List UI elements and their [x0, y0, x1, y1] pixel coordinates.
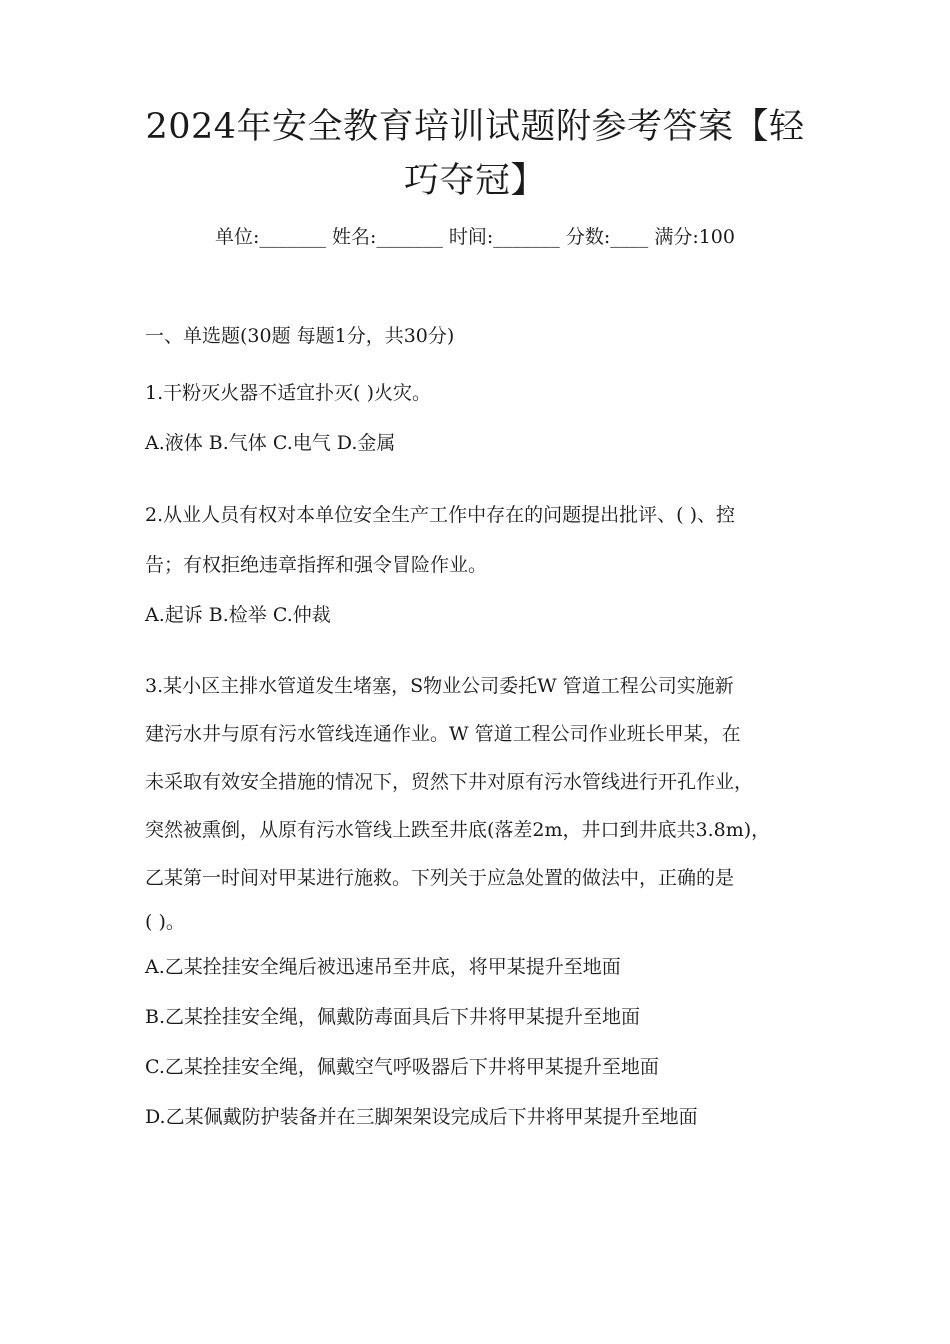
- unit-field: 单位:_______: [215, 226, 326, 248]
- question-2: [145, 490, 835, 640]
- option-a: A.乙某拴挂安全绳后被迅速吊至井底，将甲某提升至地面: [145, 956, 621, 978]
- question-text-line: 告；有权拒绝违章指挥和强令冒险作业。: [145, 554, 488, 576]
- question-text-line: 未采取有效安全措施的情况下，贸然下井对原有污水管线进行开孔作业，: [145, 771, 754, 793]
- question-text-line: 3.某小区主排水管道发生堵塞，S物业公司委托W 管道工程公司实施新: [145, 675, 734, 697]
- question-text-line: 突然被熏倒，从原有污水管线上跌至井底(落差2m，井口到井底共3.8m)，: [145, 819, 771, 841]
- question-1: [145, 368, 835, 468]
- title-line-2: 巧夺冠】: [403, 161, 546, 201]
- score-field: 分数:____: [565, 226, 649, 248]
- time-field: 时间:_______: [448, 226, 560, 248]
- question-text: 1.干粉灭火器不适宜扑灭( )火灾。: [145, 382, 431, 404]
- option-c: C.乙某拴挂安全绳，佩戴空气呼吸器后下井将甲某提升至地面: [145, 1056, 659, 1078]
- question-options: A.起诉 B.检举 C.仲裁: [145, 604, 331, 626]
- title-line-1: 2024年安全教育培训试题附参考答案【轻: [145, 107, 805, 147]
- questions-area: [145, 318, 835, 1164]
- question-text-line: 2.从业人员有权对本单位安全生产工作中存在的问题提出批评、( )、控: [145, 504, 735, 526]
- question-3: [145, 662, 835, 1142]
- question-options: A.液体 B.气体 C.电气 D.金属: [145, 432, 396, 454]
- option-d: D.乙某佩戴防护装备并在三脚架架设完成后下井将甲某提升至地面: [145, 1106, 698, 1128]
- full-score: 满分:100: [654, 226, 735, 248]
- question-text-line: ( )。: [145, 911, 185, 933]
- option-b: B.乙某拴挂安全绳，佩戴防毒面具后下井将甲某提升至地面: [145, 1006, 641, 1028]
- section-heading: 一、单选题(30题 每题1分，共30分): [145, 325, 455, 347]
- question-text-line: 建污水井与原有污水管线连通作业。W 管道工程公司作业班长甲某，在: [145, 723, 741, 745]
- name-field: 姓名:_______: [331, 226, 443, 248]
- question-text-line: 乙某第一时间对甲某进行施救。下列关于应急处置的做法中，正确的是: [145, 867, 735, 889]
- document-title: [0, 100, 950, 208]
- info-line: [0, 222, 950, 252]
